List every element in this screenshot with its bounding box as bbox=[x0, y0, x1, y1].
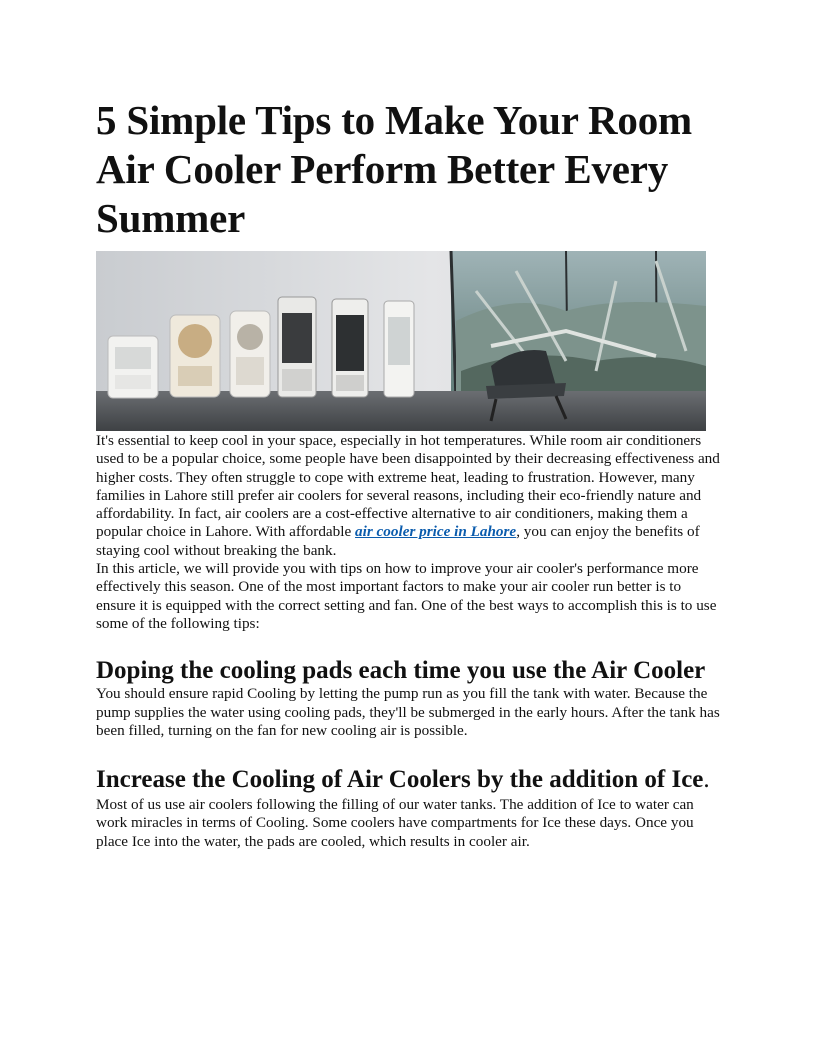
section2-heading bbox=[96, 764, 720, 796]
paragraph-tips-intro: In this article, we will provide you with tips on how to improve your air cooler's performance more effectively this season. One of the most important factors to make your air cooler run better is to ensure it is equipped with the correct setting and fan. One of the best ways to accomplish this is to use some of the following tips: bbox=[96, 560, 717, 632]
section2-body: Most of us use air coolers following the filling of our water tanks. The addition of Ice to water can work miracles in terms of Cooling. Some coolers have compartments for Ice these days. Once you place Ice into the water, the pads are cooled, which results in cooler air. bbox=[96, 796, 694, 850]
section2-heading-dot: . bbox=[703, 766, 710, 794]
hero-image-air-coolers bbox=[96, 251, 706, 431]
document-page bbox=[96, 96, 720, 851]
section1-body: You should ensure rapid Cooling by letting the pump run as you fill the tank with water. Because the pump supplies the water using cooling pads, they'll be submerged in the early hours. After the tank has been filled, turning on the fan for new cooling air is possible. bbox=[96, 685, 720, 739]
intro-paragraph bbox=[96, 432, 720, 560]
section2-heading-text: Increase the Cooling of Air Coolers by the addition of Ice bbox=[96, 766, 704, 794]
intro-text-after-link: , you can enjoy the benefits of staying cool without breaking the bank. bbox=[96, 523, 700, 559]
intro-text-before-link: It's essential to keep cool in your space, especially in hot temperatures. While room air conditioners used to be a popular choice, some people have been disappointed by their decreasing effectiveness and higher costs. They often struggle to cope with extreme heat, leading to frustration. However, many families in Lahore still prefer air coolers for several reasons, including their eco-friendly nature and affordability. In fact, air coolers are a cost-effective alternative to air conditioners, making them a popular choice in Lahore. With affordable bbox=[96, 432, 720, 541]
article-title: 5 Simple Tips to Make Your Room Air Cooler Perform Better Every Summer bbox=[96, 97, 692, 241]
air-cooler-price-link[interactable]: air cooler price in Lahore bbox=[355, 523, 517, 541]
section1-heading: Doping the cooling pads each time you use the Air Cooler bbox=[96, 657, 706, 685]
